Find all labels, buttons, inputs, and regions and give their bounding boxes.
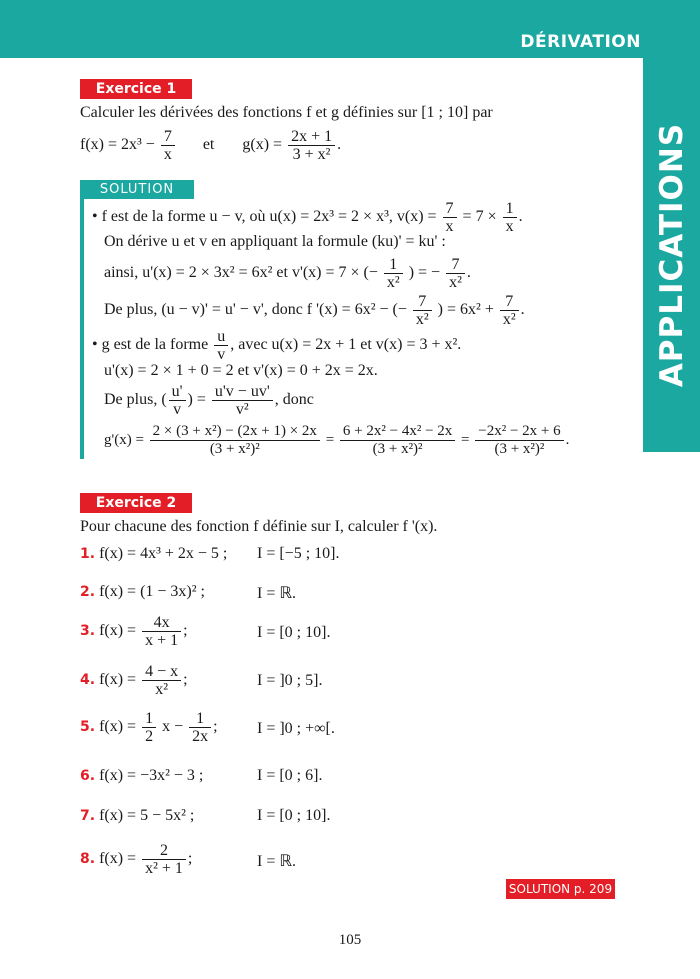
page-number: 105 [338,932,362,948]
exercise-item: 7. f(x) = 5 − 5x² ; [80,807,195,824]
header-bar [0,0,700,58]
exercise-item-interval: I = [0 ; 6]. [257,767,323,784]
exercise-item: 2. f(x) = (1 − 3x)² ; [80,583,205,600]
exercise-1-badge: Exercice 1 [80,79,192,99]
exercise-item: 8. f(x) = $\frac{2}{\text{x² + 1}}$ ; [80,842,193,877]
fraction: $\frac{7}{x}$ [161,128,175,163]
solution-line-5: • g est de la forme $\frac{u}{v}$ , avec u(x) = 2x + 1 et v(x) = 3 + x². [92,328,462,363]
exercise-item: 3. f(x) = $\frac{4x}{x + 1}$ ; [80,614,188,649]
solution-line-3: ainsi, u'(x) = 2 × 3x² = 6x² et v'(x) = 7 × (− $\frac{1}{\text{x²}}$ ) = − $\frac{7}{\text{x²}}$ . [104,256,471,291]
side-tab-label: APPLICATIONS [653,122,690,388]
exercise-2-badge: Exercice 2 [80,493,192,513]
fraction: $\frac{2x + 1}{\text{3 + x²}}$ [288,128,335,163]
exercise-1-definitions: f(x) = 2x³ − $\frac{7}{x}$ et g(x) = $\frac{2x + 1}{\text{3 + x²}}$ . [80,128,342,163]
exercise-item-interval: I = ℝ. [257,853,297,870]
solution-line-2: On dérive u et v en appliquant la formule (ku)' = ku' : [104,233,446,250]
g-definition: g(x) = [242,136,283,154]
exercise-item-interval: I = [0 ; 10]. [257,807,331,824]
exercise-item: 1. f(x) = 4x³ + 2x − 5 ; [80,545,228,562]
exercise-1-statement: Calculer les dérivées des fonctions f et g définies sur [1 ; 10] par [80,104,493,121]
f-definition: f(x) = 2x³ − [80,136,155,154]
solution-line-1: • f est de la forme u − v, où u(x) = 2x³ = 2 × x³, v(x) = $\frac{7}{x}$ = 7 × $\frac{1}{x}$ . [92,200,523,235]
exercise-item-interval: I = [0 ; 10]. [257,624,331,641]
exercise-item-interval: I = [−5 ; 10]. [257,545,340,562]
exercise-item: 6. f(x) = −3x² − 3 ; [80,767,204,784]
solution-badge: SOLUTION [80,180,194,199]
solution-line-6: u'(x) = 2 × 1 + 0 = 2 et v'(x) = 0 + 2x = 2x. [104,362,378,379]
solution-bar [80,198,84,459]
exercise-item-interval: I = ]0 ; +∞[. [257,720,335,737]
solution-line-4: De plus, (u − v)' = u' − v', donc f '(x) = 6x² − (− $\frac{7}{\text{x²}}$ ) = 6x² + $\frac{7}{\text{x²}}$ . [104,293,525,328]
exercise-item: 5. f(x) = $\frac{1}{2}$ x − $\frac{1}{2x}$ ; [80,710,218,745]
side-tab [643,58,700,452]
solution-reference: SOLUTION p. 209 [506,879,615,899]
chapter-title: DÉRIVATION [520,32,641,52]
exercise-item: 4. f(x) = $\frac{4 - x}{\text{x²}}$ ; [80,663,188,698]
exercise-2-statement: Pour chacune des fonction f définie sur I, calculer f '(x). [80,518,438,535]
exercise-item-interval: I = ℝ. [257,585,297,602]
solution-line-8: g'(x) = $\frac{\text{2 × (3 + x²) − (2x + 1) × 2x}}{\text{(3 + x²)²}}$ = $\frac{\text{6 + 2x² − 4x² − 2x}}{\text{(3 + x²)²}}$ = $\frac{\text{−2x² − 2x + 6}}{\text{(3 + x²)²}}$ . [104,423,570,457]
exercise-item-interval: I = ]0 ; 5]. [257,672,323,689]
solution-line-7: De plus, ( $\frac{u'}{v}$ ) = $\frac{u'v - uv'}{\text{v²}}$ , donc [104,383,314,418]
conjunction: et [202,136,215,154]
